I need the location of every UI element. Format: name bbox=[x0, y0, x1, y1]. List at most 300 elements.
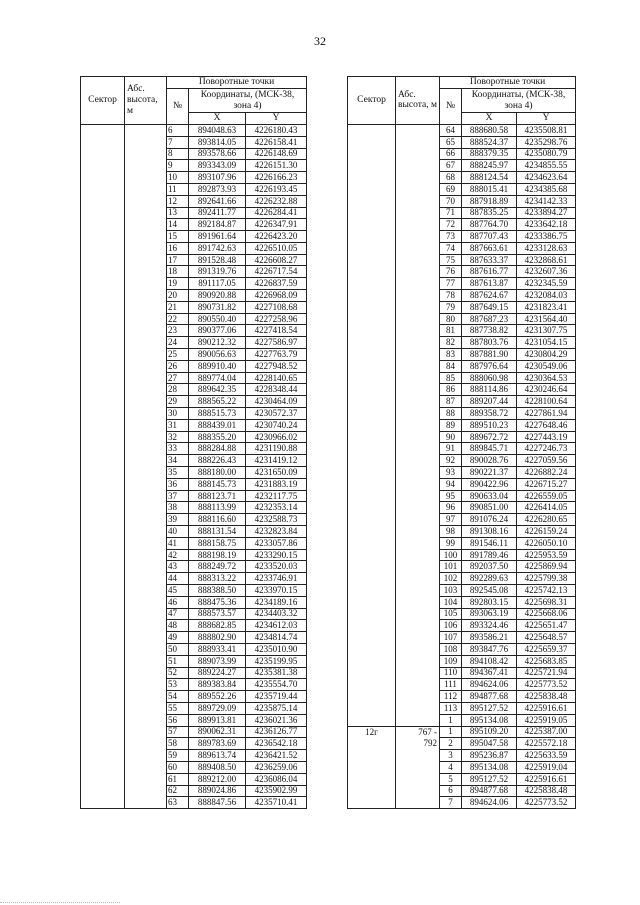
y-coordinate-cell: 4236021.36 bbox=[246, 714, 307, 726]
x-coordinate-cell: 893324.46 bbox=[462, 620, 517, 632]
point-number-cell: 55 bbox=[167, 702, 189, 714]
x-coordinate-cell: 887707.43 bbox=[462, 231, 517, 243]
altitude-cell bbox=[396, 254, 440, 266]
y-coordinate-cell: 4227258.96 bbox=[246, 313, 307, 325]
point-number-cell: 28 bbox=[167, 384, 189, 396]
point-number-cell: 18 bbox=[167, 266, 189, 278]
altitude-cell bbox=[396, 514, 440, 526]
table-row bbox=[81, 431, 307, 443]
table-row bbox=[81, 455, 307, 467]
altitude-cell bbox=[396, 667, 440, 679]
table-row bbox=[81, 502, 307, 514]
altitude-cell bbox=[125, 219, 167, 231]
point-number-cell: 105 bbox=[440, 608, 462, 620]
y-coordinate-cell: 4226166.23 bbox=[246, 172, 307, 184]
table-row bbox=[348, 219, 576, 231]
altitude-cell bbox=[396, 549, 440, 561]
y-coordinate-cell: 4230549.06 bbox=[517, 360, 576, 372]
x-coordinate-cell: 890212.32 bbox=[189, 337, 246, 349]
y-coordinate-cell: 4227586.97 bbox=[246, 337, 307, 349]
altitude-cell bbox=[125, 761, 167, 773]
y-coordinate-cell: 4234623.64 bbox=[517, 172, 576, 184]
point-number-cell: 39 bbox=[167, 514, 189, 526]
y-coordinate-cell: 4226050.10 bbox=[517, 537, 576, 549]
altitude-cell bbox=[125, 573, 167, 585]
x-coordinate-cell: 889358.72 bbox=[462, 408, 517, 420]
altitude-cell bbox=[396, 313, 440, 325]
x-coordinate-cell: 890851.00 bbox=[462, 502, 517, 514]
x-coordinate-cell: 888388.50 bbox=[189, 585, 246, 597]
y-coordinate-cell: 4235080.79 bbox=[517, 148, 576, 160]
point-number-cell: 53 bbox=[167, 679, 189, 691]
table-row bbox=[348, 490, 576, 502]
point-number-cell: 103 bbox=[440, 585, 462, 597]
altitude-cell bbox=[396, 195, 440, 207]
altitude-cell bbox=[125, 750, 167, 762]
table-row bbox=[348, 360, 576, 372]
table-row bbox=[81, 537, 307, 549]
y-coordinate-cell: 4231054.15 bbox=[517, 337, 576, 349]
sector-cell bbox=[348, 242, 396, 254]
y-coordinate-cell: 4236126.77 bbox=[246, 726, 307, 738]
y-coordinate-cell: 4227059.56 bbox=[517, 455, 576, 467]
point-number-cell: 68 bbox=[440, 172, 462, 184]
point-number-cell: 66 bbox=[440, 148, 462, 160]
point-number-cell: 26 bbox=[167, 360, 189, 372]
x-coordinate-cell: 887803.76 bbox=[462, 337, 517, 349]
point-number-cell: 87 bbox=[440, 396, 462, 408]
sector-cell bbox=[81, 443, 125, 455]
table-row bbox=[81, 183, 307, 195]
sector-cell bbox=[348, 655, 396, 667]
table-row bbox=[348, 773, 576, 785]
sector-cell bbox=[348, 254, 396, 266]
y-coordinate-cell: 4225651.47 bbox=[517, 620, 576, 632]
sector-cell bbox=[81, 254, 125, 266]
table-row bbox=[348, 585, 576, 597]
sector-cell bbox=[81, 266, 125, 278]
y-coordinate-cell: 4227246.73 bbox=[517, 443, 576, 455]
sector-cell bbox=[348, 537, 396, 549]
y-coordinate-cell: 4225799.38 bbox=[517, 573, 576, 585]
point-number-cell: 45 bbox=[167, 585, 189, 597]
table-row bbox=[81, 761, 307, 773]
point-number-cell: 29 bbox=[167, 396, 189, 408]
point-number-cell: 67 bbox=[440, 160, 462, 172]
altitude-cell bbox=[125, 526, 167, 538]
altitude-cell bbox=[396, 242, 440, 254]
y-coordinate-cell: 4235902.99 bbox=[246, 785, 307, 797]
table-row bbox=[81, 337, 307, 349]
sector-cell bbox=[348, 573, 396, 585]
x-coordinate-cell: 888145.73 bbox=[189, 478, 246, 490]
y-coordinate-cell: 4235508.81 bbox=[517, 124, 576, 136]
point-number-cell: 101 bbox=[440, 561, 462, 573]
altitude-cell bbox=[125, 290, 167, 302]
y-coordinate-cell: 4226151.30 bbox=[246, 160, 307, 172]
header-coordinates: Координаты, (МСК-38, зона 4) bbox=[462, 89, 576, 113]
x-coordinate-cell: 888573.57 bbox=[189, 608, 246, 620]
sector-cell bbox=[348, 691, 396, 703]
table-row bbox=[81, 313, 307, 325]
sector-cell bbox=[348, 160, 396, 172]
sector-cell bbox=[348, 679, 396, 691]
sector-cell bbox=[81, 691, 125, 703]
y-coordinate-cell: 4232823.84 bbox=[246, 526, 307, 538]
altitude-cell bbox=[125, 384, 167, 396]
point-number-cell: 94 bbox=[440, 478, 462, 490]
left-table-body bbox=[81, 124, 307, 808]
table-row bbox=[348, 502, 576, 514]
altitude-cell bbox=[125, 738, 167, 750]
altitude-cell bbox=[125, 490, 167, 502]
y-coordinate-cell: 4225633.59 bbox=[517, 750, 576, 762]
sector-cell bbox=[348, 360, 396, 372]
y-coordinate-cell: 4226148.69 bbox=[246, 148, 307, 160]
altitude-cell bbox=[125, 408, 167, 420]
sector-cell bbox=[81, 773, 125, 785]
x-coordinate-cell: 887881.90 bbox=[462, 349, 517, 361]
table-row bbox=[348, 136, 576, 148]
altitude-cell bbox=[125, 785, 167, 797]
point-number-cell: 58 bbox=[167, 738, 189, 750]
point-number-cell: 42 bbox=[167, 549, 189, 561]
sector-cell bbox=[81, 714, 125, 726]
point-number-cell: 1 bbox=[440, 714, 462, 726]
header-turning-points: Поворотные точки bbox=[440, 77, 576, 89]
table-row bbox=[348, 278, 576, 290]
x-coordinate-cell: 888249.72 bbox=[189, 561, 246, 573]
x-coordinate-cell: 891117.05 bbox=[189, 278, 246, 290]
point-number-cell: 86 bbox=[440, 384, 462, 396]
y-coordinate-cell: 4226159.24 bbox=[517, 526, 576, 538]
sector-cell bbox=[81, 207, 125, 219]
point-number-cell: 106 bbox=[440, 620, 462, 632]
sector-cell bbox=[348, 490, 396, 502]
table-row bbox=[348, 643, 576, 655]
altitude-cell bbox=[396, 679, 440, 691]
table-row bbox=[348, 254, 576, 266]
point-number-cell: 91 bbox=[440, 443, 462, 455]
y-coordinate-cell: 4226837.59 bbox=[246, 278, 307, 290]
point-number-cell: 36 bbox=[167, 478, 189, 490]
y-coordinate-cell: 4233746.91 bbox=[246, 573, 307, 585]
sector-cell bbox=[81, 761, 125, 773]
sector-cell bbox=[81, 136, 125, 148]
altitude-cell bbox=[125, 478, 167, 490]
table-row bbox=[348, 242, 576, 254]
point-number-cell: 25 bbox=[167, 349, 189, 361]
table-row bbox=[348, 514, 576, 526]
point-number-cell: 12 bbox=[167, 195, 189, 207]
y-coordinate-cell: 4228140.65 bbox=[246, 372, 307, 384]
point-number-cell: 49 bbox=[167, 632, 189, 644]
y-coordinate-cell: 4231419.12 bbox=[246, 455, 307, 467]
y-coordinate-cell: 4226423.20 bbox=[246, 231, 307, 243]
altitude-cell bbox=[125, 691, 167, 703]
table-row bbox=[81, 691, 307, 703]
table-row bbox=[348, 738, 576, 750]
y-coordinate-cell: 4230804.29 bbox=[517, 349, 576, 361]
y-coordinate-cell: 4225742.13 bbox=[517, 585, 576, 597]
point-number-cell: 11 bbox=[167, 183, 189, 195]
table-row bbox=[81, 655, 307, 667]
sector-cell bbox=[81, 384, 125, 396]
y-coordinate-cell: 4225953.59 bbox=[517, 549, 576, 561]
altitude-cell bbox=[396, 408, 440, 420]
table-row bbox=[348, 632, 576, 644]
table-row bbox=[81, 266, 307, 278]
y-coordinate-cell: 4226347.91 bbox=[246, 219, 307, 231]
y-coordinate-cell: 4232868.61 bbox=[517, 254, 576, 266]
altitude-cell bbox=[396, 301, 440, 313]
y-coordinate-cell: 4233128.63 bbox=[517, 242, 576, 254]
table-row bbox=[348, 455, 576, 467]
table-row bbox=[81, 372, 307, 384]
y-coordinate-cell: 4227108.68 bbox=[246, 301, 307, 313]
altitude-cell bbox=[396, 714, 440, 726]
sector-cell bbox=[348, 207, 396, 219]
point-number-cell: 99 bbox=[440, 537, 462, 549]
x-coordinate-cell: 889729.09 bbox=[189, 702, 246, 714]
point-number-cell: 19 bbox=[167, 278, 189, 290]
table-row bbox=[348, 526, 576, 538]
table-row bbox=[348, 443, 576, 455]
point-number-cell: 63 bbox=[167, 797, 189, 809]
sector-cell bbox=[348, 643, 396, 655]
sector-cell bbox=[348, 408, 396, 420]
table-row bbox=[348, 419, 576, 431]
point-number-cell: 57 bbox=[167, 726, 189, 738]
x-coordinate-cell: 887976.64 bbox=[462, 360, 517, 372]
sector-cell bbox=[348, 561, 396, 573]
point-number-cell: 90 bbox=[440, 431, 462, 443]
y-coordinate-cell: 4232084.03 bbox=[517, 290, 576, 302]
altitude-cell bbox=[125, 431, 167, 443]
y-coordinate-cell: 4226232.88 bbox=[246, 195, 307, 207]
y-coordinate-cell: 4230966.02 bbox=[246, 431, 307, 443]
altitude-cell bbox=[125, 502, 167, 514]
sector-cell bbox=[348, 183, 396, 195]
altitude-cell bbox=[125, 160, 167, 172]
altitude-cell bbox=[396, 785, 440, 797]
table-row bbox=[348, 301, 576, 313]
sector-cell bbox=[81, 490, 125, 502]
altitude-cell bbox=[396, 136, 440, 148]
altitude-cell bbox=[396, 443, 440, 455]
altitude-cell bbox=[396, 655, 440, 667]
altitude-cell bbox=[396, 384, 440, 396]
table-row bbox=[81, 667, 307, 679]
x-coordinate-cell: 890550.40 bbox=[189, 313, 246, 325]
altitude-cell bbox=[125, 301, 167, 313]
point-number-cell: 73 bbox=[440, 231, 462, 243]
altitude-cell bbox=[125, 195, 167, 207]
x-coordinate-cell: 887616.77 bbox=[462, 266, 517, 278]
y-coordinate-cell: 4235010.90 bbox=[246, 643, 307, 655]
point-number-cell: 92 bbox=[440, 455, 462, 467]
table-row bbox=[81, 490, 307, 502]
table-row bbox=[348, 396, 576, 408]
point-number-cell: 89 bbox=[440, 419, 462, 431]
altitude-cell bbox=[396, 325, 440, 337]
y-coordinate-cell: 4234612.03 bbox=[246, 620, 307, 632]
x-coordinate-cell: 889552.26 bbox=[189, 691, 246, 703]
altitude-cell bbox=[396, 537, 440, 549]
sector-cell bbox=[348, 172, 396, 184]
sector-cell bbox=[81, 702, 125, 714]
point-number-cell: 50 bbox=[167, 643, 189, 655]
altitude-cell bbox=[125, 337, 167, 349]
y-coordinate-cell: 4232353.14 bbox=[246, 502, 307, 514]
sector-cell bbox=[81, 750, 125, 762]
x-coordinate-cell: 889642.35 bbox=[189, 384, 246, 396]
x-coordinate-cell: 887918.89 bbox=[462, 195, 517, 207]
table-row bbox=[81, 360, 307, 372]
table-row bbox=[81, 231, 307, 243]
point-number-cell: 80 bbox=[440, 313, 462, 325]
sector-cell bbox=[81, 738, 125, 750]
table-row bbox=[348, 183, 576, 195]
altitude-cell bbox=[125, 537, 167, 549]
x-coordinate-cell: 887764.70 bbox=[462, 219, 517, 231]
point-number-cell: 96 bbox=[440, 502, 462, 514]
x-coordinate-cell: 888114.86 bbox=[462, 384, 517, 396]
y-coordinate-cell: 4234814.74 bbox=[246, 632, 307, 644]
sector-cell bbox=[348, 290, 396, 302]
point-number-cell: 97 bbox=[440, 514, 462, 526]
point-number-cell: 10 bbox=[167, 172, 189, 184]
point-number-cell: 43 bbox=[167, 561, 189, 573]
sector-cell bbox=[348, 514, 396, 526]
sector-cell bbox=[81, 408, 125, 420]
point-number-cell: 48 bbox=[167, 620, 189, 632]
altitude-cell bbox=[125, 124, 167, 136]
x-coordinate-cell: 888802.90 bbox=[189, 632, 246, 644]
sector-cell bbox=[348, 219, 396, 231]
y-coordinate-cell: 4226193.45 bbox=[246, 183, 307, 195]
altitude-cell bbox=[125, 254, 167, 266]
table-row bbox=[348, 537, 576, 549]
x-coordinate-cell: 887613.87 bbox=[462, 278, 517, 290]
x-coordinate-cell: 890920.88 bbox=[189, 290, 246, 302]
altitude-cell bbox=[396, 691, 440, 703]
y-coordinate-cell: 4226158.41 bbox=[246, 136, 307, 148]
x-coordinate-cell: 893814.05 bbox=[189, 136, 246, 148]
altitude-cell bbox=[125, 561, 167, 573]
x-coordinate-cell: 890056.63 bbox=[189, 349, 246, 361]
sector-cell bbox=[348, 585, 396, 597]
altitude-cell bbox=[396, 478, 440, 490]
x-coordinate-cell: 891961.64 bbox=[189, 231, 246, 243]
sector-cell bbox=[81, 502, 125, 514]
point-number-cell: 13 bbox=[167, 207, 189, 219]
sector-cell bbox=[348, 384, 396, 396]
x-coordinate-cell: 891789.46 bbox=[462, 549, 517, 561]
point-number-cell: 102 bbox=[440, 573, 462, 585]
y-coordinate-cell: 4226280.65 bbox=[517, 514, 576, 526]
x-coordinate-cell: 892184.87 bbox=[189, 219, 246, 231]
point-number-cell: 81 bbox=[440, 325, 462, 337]
point-number-cell: 34 bbox=[167, 455, 189, 467]
table-row bbox=[81, 148, 307, 160]
point-number-cell: 98 bbox=[440, 526, 462, 538]
x-coordinate-cell: 888680.58 bbox=[462, 124, 517, 136]
table-row bbox=[348, 596, 576, 608]
point-number-cell: 107 bbox=[440, 632, 462, 644]
y-coordinate-cell: 4225919.04 bbox=[517, 761, 576, 773]
sector-cell bbox=[348, 714, 396, 726]
point-number-cell: 40 bbox=[167, 526, 189, 538]
sector-cell bbox=[348, 750, 396, 762]
table-row bbox=[81, 632, 307, 644]
altitude-cell bbox=[396, 490, 440, 502]
altitude-cell bbox=[396, 266, 440, 278]
point-number-cell: 62 bbox=[167, 785, 189, 797]
point-number-cell: 113 bbox=[440, 702, 462, 714]
x-coordinate-cell: 890633.04 bbox=[462, 490, 517, 502]
point-number-cell: 15 bbox=[167, 231, 189, 243]
table-row bbox=[81, 608, 307, 620]
table-row bbox=[81, 679, 307, 691]
table-row bbox=[81, 596, 307, 608]
x-coordinate-cell: 889774.04 bbox=[189, 372, 246, 384]
y-coordinate-cell: 4233894.27 bbox=[517, 207, 576, 219]
header-sector: Сектор bbox=[348, 77, 396, 125]
x-coordinate-cell: 888180.00 bbox=[189, 467, 246, 479]
x-coordinate-cell: 890422.96 bbox=[462, 478, 517, 490]
x-coordinate-cell: 888933.41 bbox=[189, 643, 246, 655]
x-coordinate-cell: 890062.31 bbox=[189, 726, 246, 738]
sector-cell bbox=[81, 325, 125, 337]
table-row bbox=[81, 290, 307, 302]
x-coordinate-cell: 894624.06 bbox=[462, 679, 517, 691]
altitude-cell bbox=[396, 124, 440, 136]
sector-cell bbox=[348, 136, 396, 148]
altitude-cell bbox=[125, 231, 167, 243]
point-number-cell: 4 bbox=[440, 761, 462, 773]
x-coordinate-cell: 894367.41 bbox=[462, 667, 517, 679]
y-coordinate-cell: 4235554.70 bbox=[246, 679, 307, 691]
x-coordinate-cell: 888158.75 bbox=[189, 537, 246, 549]
sector-cell bbox=[81, 360, 125, 372]
x-coordinate-cell: 887738.82 bbox=[462, 325, 517, 337]
sector-cell bbox=[81, 301, 125, 313]
table-row bbox=[348, 714, 576, 726]
altitude-cell bbox=[125, 396, 167, 408]
altitude-cell bbox=[396, 219, 440, 231]
sector-cell bbox=[81, 679, 125, 691]
x-coordinate-cell: 891742.63 bbox=[189, 242, 246, 254]
table-row bbox=[81, 526, 307, 538]
table-row bbox=[81, 643, 307, 655]
y-coordinate-cell: 4230246.64 bbox=[517, 384, 576, 396]
sector-cell bbox=[81, 219, 125, 231]
y-coordinate-cell: 4226882.24 bbox=[517, 467, 576, 479]
y-coordinate-cell: 4226284.41 bbox=[246, 207, 307, 219]
sector-cell bbox=[81, 514, 125, 526]
point-number-cell: 88 bbox=[440, 408, 462, 420]
altitude-cell bbox=[396, 148, 440, 160]
table-row bbox=[81, 136, 307, 148]
sector-cell bbox=[81, 396, 125, 408]
y-coordinate-cell: 4235875.14 bbox=[246, 702, 307, 714]
table-row bbox=[81, 549, 307, 561]
y-coordinate-cell: 4228100.64 bbox=[517, 396, 576, 408]
y-coordinate-cell: 4235710.41 bbox=[246, 797, 307, 809]
sector-cell bbox=[348, 313, 396, 325]
x-coordinate-cell: 893107.96 bbox=[189, 172, 246, 184]
